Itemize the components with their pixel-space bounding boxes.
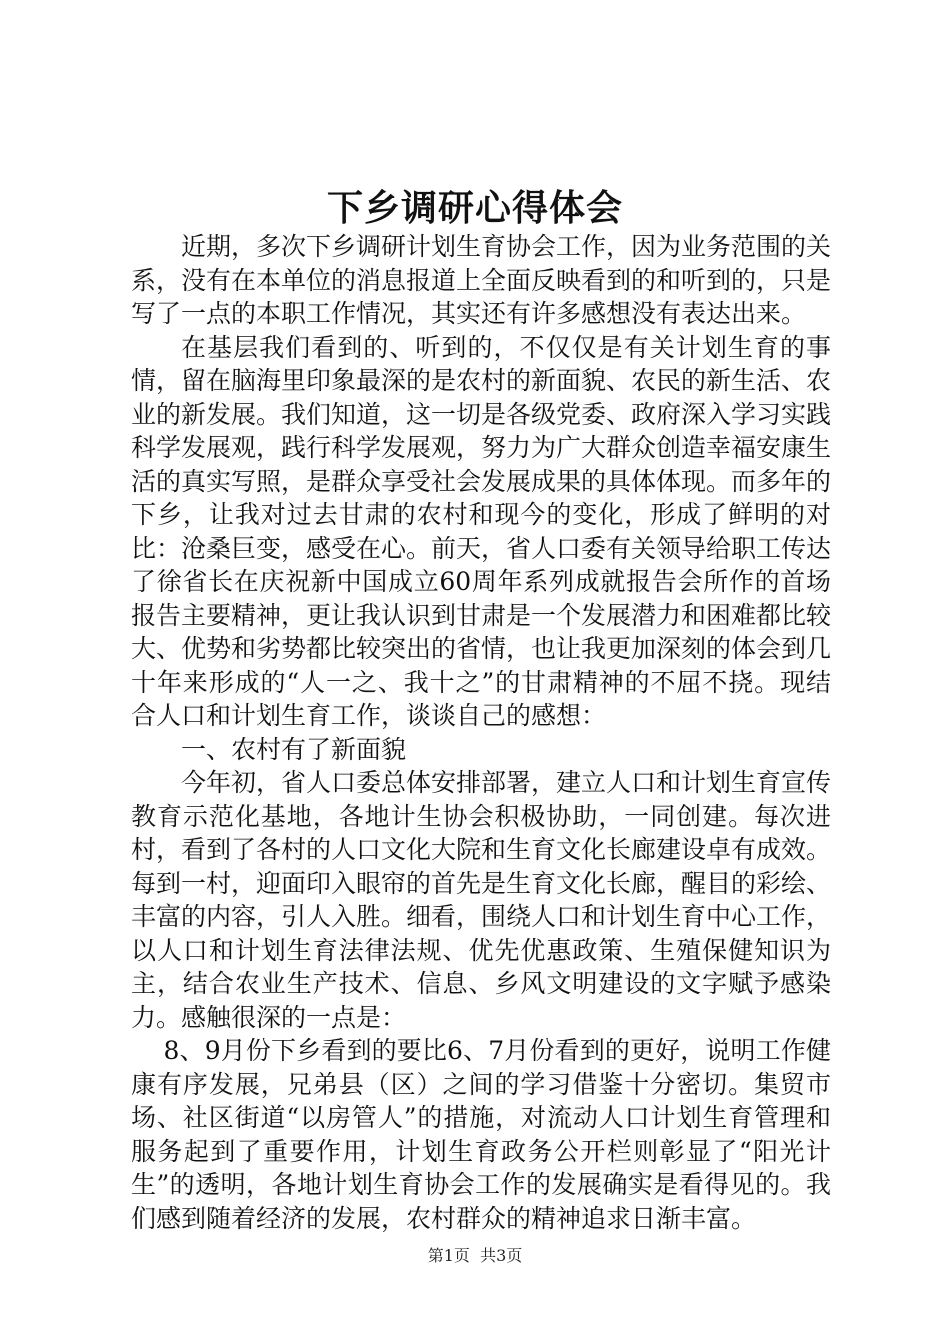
document-title: 下乡调研心得体会	[326, 187, 623, 229]
paragraph-observations: 在基层我们看到的、听到的，不仅仅是有关计划生育的事情，留在脑海里印象最深的是农村的新面貌、农民的新生活、农业的新发展。我们知道，这一切是各级党委、政府深入学习实践科学发展观，践行科学发展观，努力为广大群众创造幸福安康生活的真实写照，是群众享受社会发展成果的具体体现。而多年的下乡，让我对过去甘肃的农村和现今的变化，形成了鲜明的对比：沧桑巨变，感受在心。前天，省人口委有关领导给职工传达了徐省长在庆祝新中国成立60周年系列成就报告会所作的首场报告主要精神，更让我认识到甘肃是一个发展潜力和困难都比较大、优势和劣势都比较突出的省情，也让我更加深刻的体会到几十年来形成的“人一之、我十之”的甘肃精神的不屈不挠。现结合人口和计划生育工作，谈谈自己的感想：	[131, 332, 832, 730]
paragraph-intro: 近期，多次下乡调研计划生育协会工作，因为业务范围的关系，没有在本单位的消息报道上全面反映看到的和听到的，只是写了一点的本职工作情况，其实还有许多感想没有表达出来。	[131, 232, 832, 328]
section-heading-new-look: 一、农村有了新面貌	[181, 734, 407, 764]
page-number: 第1页	[427, 1246, 470, 1265]
paragraph-demonstration-base: 今年初，省人口委总体安排部署，建立人口和计划生育宣传教育示范化基地，各地计生协会积极协助，一同创建。每次进村，看到了各村的人口文化大院和生育文化长廊建设卓有成效。每到一村，迎面印入眼帘的首先是生育文化长廊，醒目的彩绘、丰富的内容，引人入胜。细看，围绕人口和计划生育中心工作，以人口和计划生育法律法规、优先优惠政策、生殖保健知识为主，结合农业生产技术、信息、乡风文明建设的文字赋予感染力。感触很深的一点是：	[131, 768, 832, 1032]
paragraph-progress: 8、9月份下乡看到的要比6、7月份看到的更好，说明工作健康有序发展，兄弟县（区）之间的学习借鉴十分密切。集贸市场、社区街道“以房管人”的措施，对流动人口计划生育管理和服务起到了重要作用，计划生育政务公开栏则彰显了“阳光计生”的透明，各地计划生育协会工作的发展确实是看得见的。我们感到随着经济的发展，农村群众的精神追求日渐丰富。	[131, 1036, 831, 1233]
document-body	[131, 230, 831, 1235]
page-total: 共3页	[480, 1246, 523, 1265]
page-footer	[0, 1245, 950, 1267]
